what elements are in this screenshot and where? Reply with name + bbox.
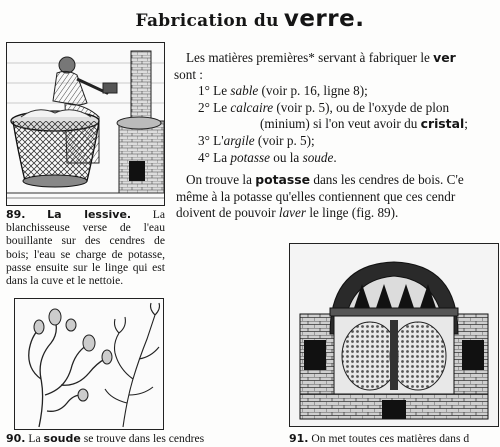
para-line-3: [176, 205, 500, 222]
figure-89-label: La lessive.: [47, 208, 132, 221]
figure-91-text: On met toutes ces matières dans d: [311, 432, 470, 445]
para-line-3-b: le linge (fig. 89).: [309, 205, 399, 221]
list-item-3-name: argile: [223, 132, 255, 148]
para-line-1-a: On trouve la: [186, 172, 252, 188]
list-item-2-cont-kw: cristal: [420, 116, 465, 132]
list-item-4: [198, 150, 500, 167]
list-item-2-num: 2°: [198, 99, 210, 115]
list-item-2-cont-post: ;: [464, 116, 468, 132]
figure-90-illustration: [14, 298, 164, 430]
intro-line-2: sont :: [174, 66, 203, 82]
list-item-4-name2: soude: [302, 149, 334, 165]
figure-89-text: La blanchisseuse verse de l'eau bouillante sur des cendres de bois; l'eau se charge de potasse, passe ensuite sur le linge qui est dans la cuve et le nettoie.: [6, 208, 166, 288]
list-item-1-post: (voir p. 16, ligne 8);: [261, 83, 368, 99]
list-item-4-pre: La: [213, 149, 228, 165]
main-text: [174, 50, 500, 222]
figure-90-label-pre: La: [28, 432, 41, 445]
list-item-3-num: 3°: [198, 132, 210, 148]
figure-90-number: 90.: [6, 432, 26, 445]
list-item-2-cont-pre: (minium) si l'on veut avoir du: [260, 116, 418, 132]
figure-90-caption: [6, 432, 204, 445]
title-word: verre.: [283, 6, 365, 32]
list-item-2: [198, 100, 500, 117]
list-item-1-name: sable: [230, 83, 259, 99]
para-line-3-italic: laver: [278, 205, 307, 221]
list-item-2-cont: [260, 116, 500, 133]
list-item-2-name: calcaire: [230, 99, 274, 115]
list-item-4-end: .: [333, 149, 337, 165]
figure-91-number: 91.: [289, 432, 309, 445]
intro-line-1-le: le: [420, 50, 430, 65]
figure-91-caption: [289, 432, 469, 445]
para-line-3-a: doivent de pouvoir: [176, 205, 276, 221]
list-item-4-mid: ou la: [273, 149, 300, 165]
intro-line-1-text: Les matières premières* servant à fabriquer: [186, 50, 418, 65]
figure-89-number: 89.: [6, 208, 26, 221]
figure-91-illustration: [289, 243, 499, 427]
para-line-1-b: dans les cendres de bois. C'e: [313, 172, 464, 188]
list-item-2-post: (voir p. 5), ou de l'oxyde de plon: [276, 99, 450, 115]
list-item-1: [198, 83, 500, 100]
figure-90-text: se trouve dans les cendres: [83, 432, 205, 445]
list-item-1-num: 1°: [198, 83, 210, 99]
figure-90-keyword: soude: [43, 432, 81, 445]
list-item-3-post: (voir p. 5);: [257, 132, 315, 148]
figure-89-illustration: [6, 42, 165, 206]
list-item-1-pre: Le: [213, 83, 228, 99]
list-item-2-pre: Le: [213, 99, 228, 115]
intro-line-1: [186, 50, 500, 67]
para-line-2: même à la potasse qu'elles contiennent que ces cendr: [176, 188, 456, 204]
list-item-4-name: potasse: [230, 149, 270, 165]
para-line-1: [186, 172, 500, 189]
list-item-3-pre: L': [213, 132, 224, 148]
list-item-3: [198, 133, 500, 150]
figure-89-caption: [6, 208, 165, 287]
page-title: [0, 6, 500, 32]
title-prefix: Fabrication du: [135, 11, 279, 31]
para-keyword: potasse: [255, 172, 311, 188]
intro-keyword: ver: [433, 50, 456, 65]
list-item-4-num: 4°: [198, 149, 210, 165]
